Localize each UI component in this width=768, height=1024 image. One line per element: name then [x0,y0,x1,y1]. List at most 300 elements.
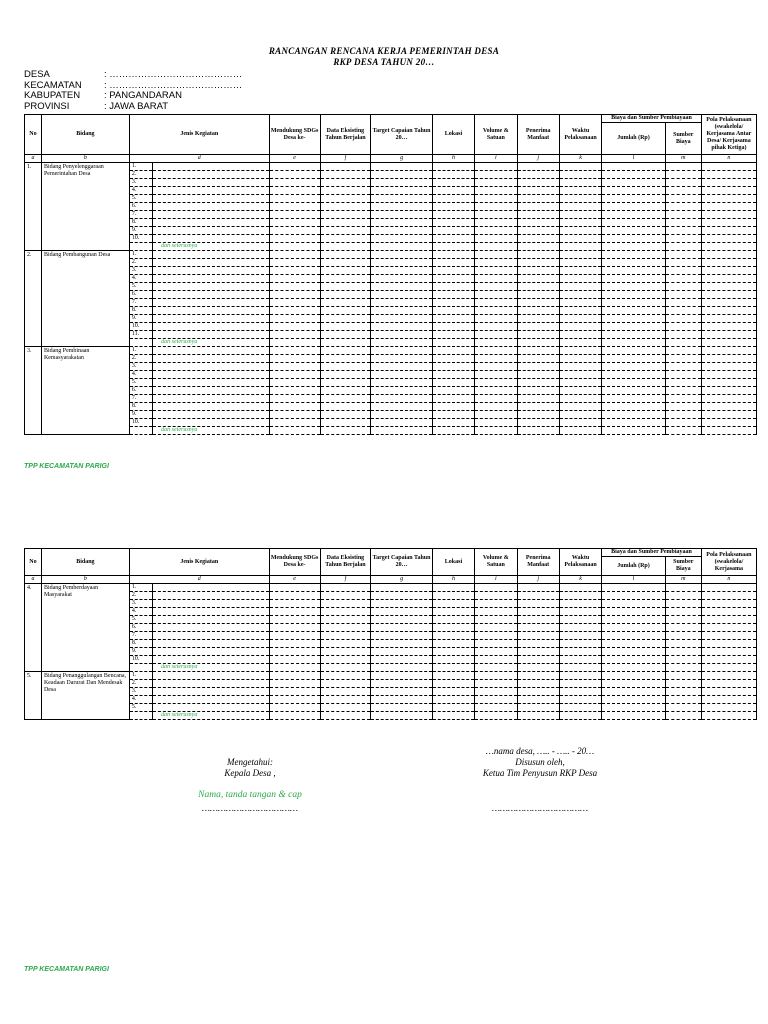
blank-cell [371,640,432,648]
blank-cell [559,696,601,704]
blank-cell [432,696,474,704]
blank-cell [153,307,270,315]
blank-cell [153,395,270,403]
blank-cell [665,672,701,680]
blank-cell [475,243,517,251]
blank-cell [517,163,559,171]
blank-cell [153,227,270,235]
blank-cell [269,592,320,600]
column-letter: k [559,155,601,163]
blank-cell [432,211,474,219]
blank-cell [701,299,756,307]
blank-cell [559,315,601,323]
blank-cell [269,227,320,235]
blank-cell [665,648,701,656]
blank-cell [269,608,320,616]
table-row [25,656,757,664]
col-biaya-header: Biaya dan Sumber Pembiayaan [602,549,702,557]
blank-cell [153,680,270,688]
blank-cell [665,179,701,187]
blank-cell [432,195,474,203]
blank-cell [665,267,701,275]
blank-cell [475,331,517,339]
blank-cell [701,307,756,315]
column-letter: b [41,576,129,584]
blank-cell [371,195,432,203]
blank-cell [665,195,701,203]
blank-cell [320,259,371,267]
blank-cell [432,624,474,632]
blank-cell [701,656,756,664]
blank-cell [153,219,270,227]
blank-cell [665,331,701,339]
blank-cell [701,712,756,720]
item-number: 8. [129,307,152,315]
column-letter: m [665,155,701,163]
blank-cell [320,696,371,704]
blank-cell [602,664,666,672]
col-penerima-header: Penerima Manfaat [517,115,559,155]
blank-cell [602,680,666,688]
blank-cell [559,680,601,688]
blank-cell [371,347,432,355]
blank-cell [701,632,756,640]
blank-cell [269,600,320,608]
blank-cell [475,672,517,680]
table-row [25,195,757,203]
blank-cell [320,371,371,379]
blank-cell [517,584,559,592]
col-pola-header: Pola Pelaksanaan (swakelola/ Kerjasama [701,549,756,576]
blank-cell [153,379,270,387]
blank-cell [320,235,371,243]
blank-cell [517,624,559,632]
bidang-name: Bidang Pembangunan Desa [41,251,129,347]
blank-cell [602,584,666,592]
blank-cell [559,203,601,211]
table-row [25,403,757,411]
blank-cell [559,187,601,195]
blank-cell [665,355,701,363]
blank-cell [475,299,517,307]
blank-cell [517,339,559,347]
blank-cell [153,363,270,371]
blank-cell [475,275,517,283]
table-row [25,187,757,195]
blank-cell [371,299,432,307]
blank-cell [269,179,320,187]
blank-cell [153,347,270,355]
blank-cell [320,219,371,227]
item-number: 10. [129,656,152,664]
identity-value: : JAWA BARAT [104,100,169,112]
blank-cell [269,411,320,419]
blank-cell [320,387,371,395]
blank-cell [602,387,666,395]
blank-cell [517,616,559,624]
table-row [25,219,757,227]
blank-cell [665,592,701,600]
col-data-header: Data Eksisting Tahun Berjalan [320,549,371,576]
blank-cell [153,187,270,195]
bidang-name: Bidang Penyelenggaraan Pemerintahan Desa [41,163,129,251]
blank-cell [602,251,666,259]
blank-cell [371,371,432,379]
blank-cell [432,339,474,347]
table-row [25,163,757,171]
blank-cell [559,403,601,411]
blank-cell [517,331,559,339]
blank-cell [371,379,432,387]
continuation-note: dan seterusnya [153,664,270,672]
blank-cell [559,195,601,203]
blank-cell [269,315,320,323]
blank-cell [701,171,756,179]
continuation-note: dan seterusnya [153,712,270,720]
item-number: 3. [129,267,152,275]
blank-cell [559,411,601,419]
blank-cell [665,640,701,648]
table-row [25,243,757,251]
column-letter: e [269,576,320,584]
blank-cell [371,624,432,632]
item-number [129,339,152,347]
blank-cell [269,283,320,291]
blank-cell [701,672,756,680]
identity-row [24,70,242,81]
blank-cell [320,243,371,251]
blank-cell [559,259,601,267]
blank-cell [665,656,701,664]
blank-cell [269,291,320,299]
item-number: 10. [129,235,152,243]
blank-cell [432,411,474,419]
blank-cell [432,243,474,251]
blank-cell [432,664,474,672]
table-row [25,395,757,403]
blank-cell [517,632,559,640]
blank-cell [602,419,666,427]
blank-cell [701,648,756,656]
blank-cell [602,696,666,704]
blank-cell [432,163,474,171]
blank-cell [320,267,371,275]
blank-cell [517,600,559,608]
identity-block [24,70,242,112]
col-pola-header: Pola Pelaksanaan (swakelola/ Kerjasama Antar Desa/ Kerjasama pihak Ketiga) [701,115,756,155]
blank-cell [371,339,432,347]
blank-cell [701,411,756,419]
item-number: 4. [129,608,152,616]
identity-row [24,102,242,113]
table-row [25,355,757,363]
blank-cell [269,235,320,243]
blank-cell [432,251,474,259]
blank-cell [475,379,517,387]
table-row [25,315,757,323]
table-row [25,672,757,680]
blank-cell [559,211,601,219]
blank-cell [153,616,270,624]
blank-cell [153,371,270,379]
blank-cell [432,235,474,243]
blank-cell [153,331,270,339]
blank-cell [701,267,756,275]
blank-cell [371,283,432,291]
blank-cell [517,712,559,720]
blank-cell [432,584,474,592]
bidang-number: 2. [25,251,42,347]
blank-cell [602,624,666,632]
blank-cell [153,235,270,243]
blank-cell [269,672,320,680]
blank-cell [269,267,320,275]
blank-cell [153,672,270,680]
col-volume-header: Volume & Satuan [475,549,517,576]
bidang-number: 5. [25,672,42,720]
blank-cell [475,419,517,427]
blank-cell [432,395,474,403]
blank-cell [320,291,371,299]
item-number: 8. [129,403,152,411]
blank-cell [559,712,601,720]
blank-cell [701,696,756,704]
table-row [25,339,757,347]
blank-cell [701,387,756,395]
blank-cell [665,259,701,267]
blank-cell [432,323,474,331]
blank-cell [701,640,756,648]
blank-cell [432,299,474,307]
continuation-note: dan seterusnya [153,243,270,251]
blank-cell [602,187,666,195]
blank-cell [320,672,371,680]
blank-cell [371,656,432,664]
blank-cell [559,672,601,680]
blank-cell [602,195,666,203]
blank-cell [475,387,517,395]
blank-cell [559,656,601,664]
blank-cell [371,219,432,227]
table-row [25,179,757,187]
table-row [25,419,757,427]
blank-cell [701,347,756,355]
blank-cell [320,339,371,347]
item-number: 1. [129,347,152,355]
blank-cell [517,227,559,235]
blank-cell [559,704,601,712]
blank-cell [371,608,432,616]
blank-cell [320,704,371,712]
blank-cell [701,680,756,688]
blank-cell [371,648,432,656]
blank-cell [701,600,756,608]
table-row [25,275,757,283]
blank-cell [559,419,601,427]
column-letter: f [320,155,371,163]
blank-cell [269,712,320,720]
blank-cell [153,195,270,203]
blank-cell [701,203,756,211]
blank-cell [665,379,701,387]
blank-cell [701,403,756,411]
blank-cell [269,419,320,427]
bidang-name: Bidang Pembinaan Kemasyarakatan [41,347,129,435]
table-row [25,235,757,243]
table-row [25,331,757,339]
blank-cell [371,275,432,283]
blank-cell [475,632,517,640]
blank-cell [320,632,371,640]
item-number: 5. [129,283,152,291]
blank-cell [320,427,371,435]
col-waktu-header: Waktu Pelaksanaan [559,549,601,576]
blank-cell [153,283,270,291]
blank-cell [269,704,320,712]
item-number: 4. [129,371,152,379]
table-row [25,608,757,616]
blank-cell [701,315,756,323]
blank-cell [153,259,270,267]
column-letter: n [701,155,756,163]
column-letter: l [602,155,666,163]
blank-cell [320,275,371,283]
blank-cell [371,171,432,179]
blank-cell [665,291,701,299]
blank-cell [517,235,559,243]
blank-cell [371,203,432,211]
blank-cell [475,624,517,632]
blank-cell [269,323,320,331]
blank-cell [371,163,432,171]
document-title: RANCANGAN RENCANA KERJA PEMERINTAH DESA [268,46,500,56]
col-jumlah-header: Jumlah (Rp) [602,123,666,155]
col-no-header: No [25,549,42,576]
blank-cell [559,608,601,616]
blank-cell [153,584,270,592]
blank-cell [475,656,517,664]
item-number: 1. [129,672,152,680]
blank-cell [371,251,432,259]
blank-cell [432,600,474,608]
blank-cell [665,235,701,243]
blank-cell [517,259,559,267]
blank-cell [269,163,320,171]
item-number: 2. [129,171,152,179]
blank-cell [701,195,756,203]
blank-cell [269,624,320,632]
blank-cell [559,355,601,363]
blank-cell [320,347,371,355]
blank-cell [475,608,517,616]
blank-cell [153,656,270,664]
blank-cell [269,339,320,347]
blank-cell [269,243,320,251]
blank-cell [269,696,320,704]
blank-cell [559,179,601,187]
blank-cell [269,203,320,211]
item-number: 1. [129,584,152,592]
blank-cell [432,632,474,640]
blank-cell [432,267,474,275]
blank-cell [432,608,474,616]
blank-cell [559,664,601,672]
sig-right-dots: ……………………………… [491,803,589,813]
blank-cell [371,307,432,315]
blank-cell [701,331,756,339]
item-number: 3. [129,600,152,608]
blank-cell [320,419,371,427]
blank-cell [432,227,474,235]
blank-cell [371,696,432,704]
col-bidang-header: Bidang [41,549,129,576]
table-row [25,291,757,299]
blank-cell [559,387,601,395]
blank-cell [371,291,432,299]
blank-cell [475,371,517,379]
blank-cell [665,411,701,419]
blank-cell [475,411,517,419]
blank-cell [517,363,559,371]
table-row [25,640,757,648]
blank-cell [371,323,432,331]
blank-cell [371,211,432,219]
blank-cell [665,219,701,227]
blank-cell [602,275,666,283]
blank-cell [320,624,371,632]
blank-cell [701,704,756,712]
blank-cell [559,600,601,608]
blank-cell [517,403,559,411]
col-target-header: Target Capaian Tahun 20… [371,549,432,576]
blank-cell [320,600,371,608]
column-letter: h [432,576,474,584]
blank-cell [665,704,701,712]
blank-cell [269,347,320,355]
blank-cell [665,211,701,219]
column-letter: m [665,576,701,584]
blank-cell [665,584,701,592]
blank-cell [559,624,601,632]
blank-cell [371,179,432,187]
blank-cell [665,680,701,688]
blank-cell [432,427,474,435]
blank-cell [665,299,701,307]
blank-cell [475,267,517,275]
blank-cell [432,616,474,624]
blank-cell [665,600,701,608]
blank-cell [475,680,517,688]
blank-cell [475,211,517,219]
col-data-header: Data Eksisting Tahun Berjalan [320,115,371,155]
blank-cell [665,608,701,616]
blank-cell [475,688,517,696]
table-row [25,592,757,600]
blank-cell [432,403,474,411]
col-lokasi-header: Lokasi [432,115,474,155]
blank-cell [475,712,517,720]
blank-cell [517,664,559,672]
blank-cell [559,163,601,171]
column-letter: k [559,576,601,584]
blank-cell [665,203,701,211]
item-number [129,243,152,251]
blank-cell [517,283,559,291]
blank-cell [371,235,432,243]
blank-cell [371,387,432,395]
table-row [25,171,757,179]
blank-cell [432,672,474,680]
